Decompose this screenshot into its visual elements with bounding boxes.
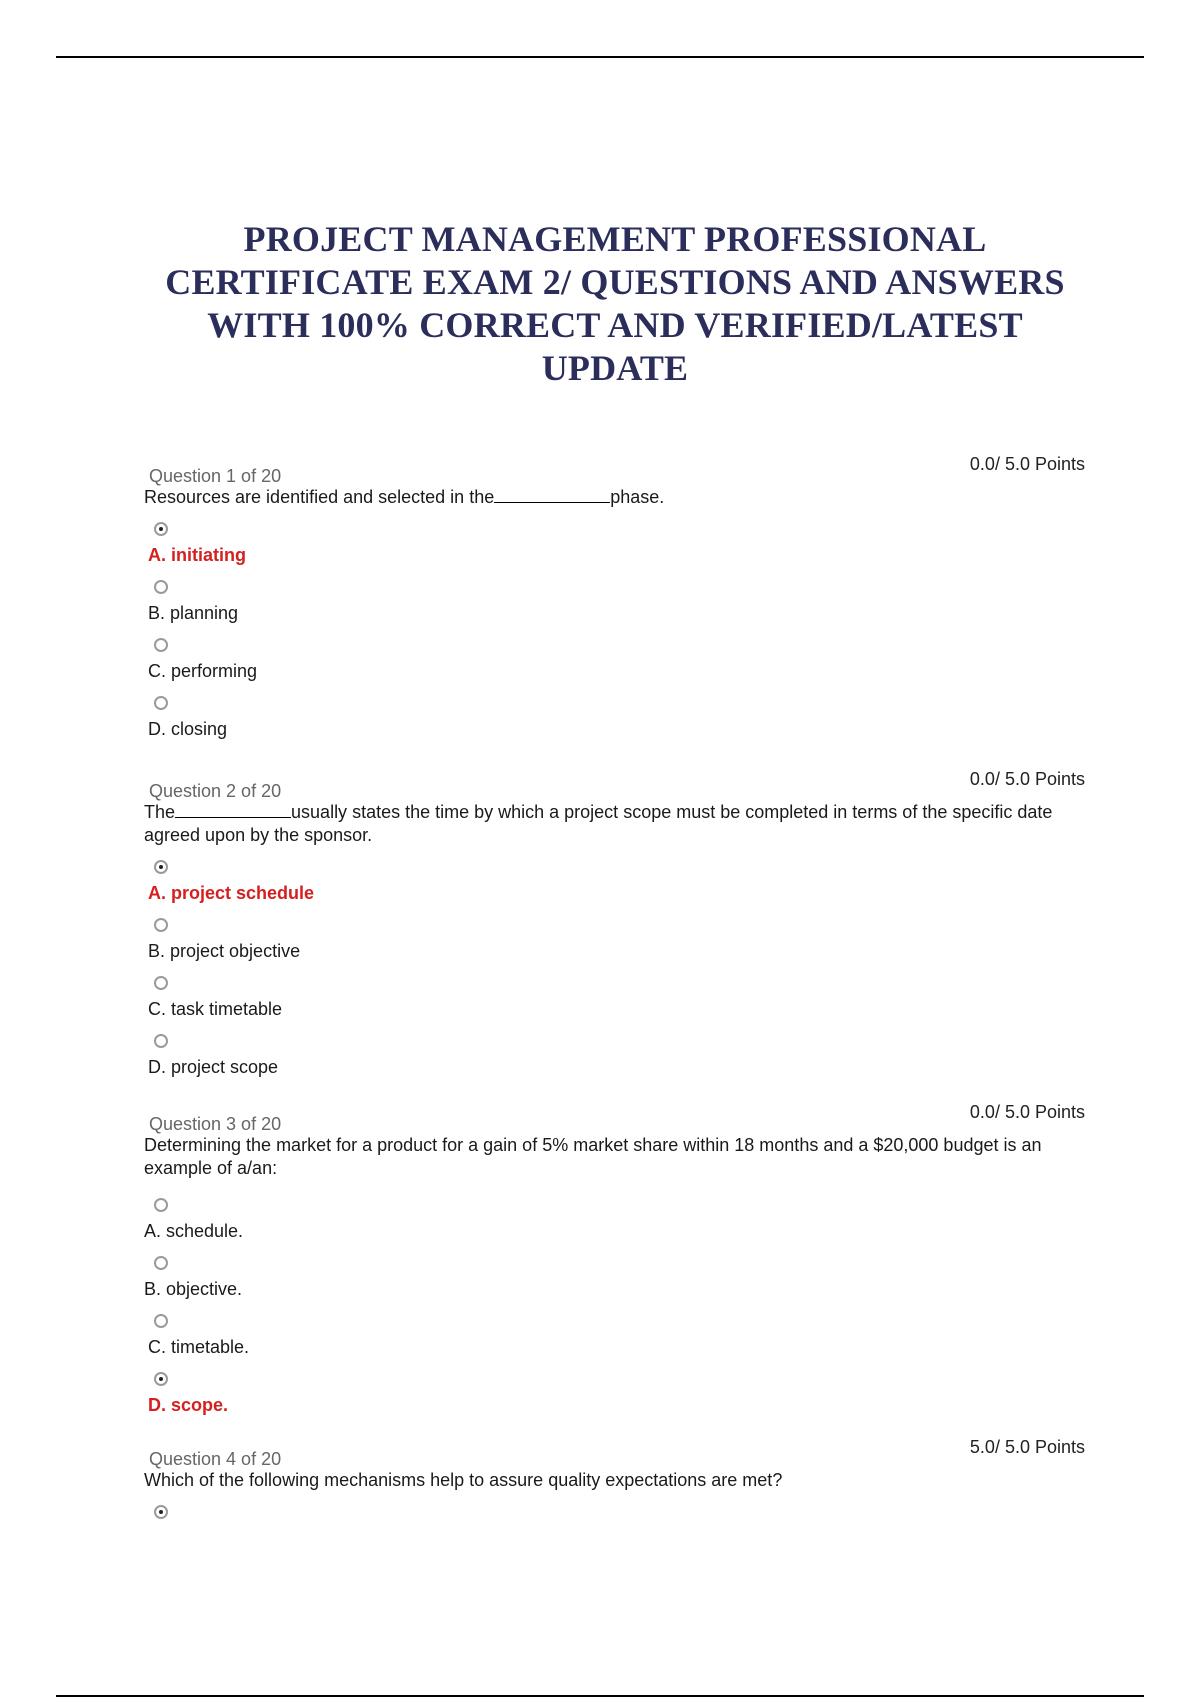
document-title xyxy=(120,218,1110,390)
question-2 xyxy=(144,769,1085,1084)
question-text xyxy=(144,486,1084,509)
option-label: C. task timetable xyxy=(148,999,283,1019)
radio-button[interactable] xyxy=(154,696,168,710)
question-text-start: The xyxy=(144,802,176,822)
question-number: Question 4 of 20 xyxy=(149,1449,282,1469)
question-text-start: Which of the following mechanisms help to assure quality expectations are met? xyxy=(144,1470,783,1490)
option-label: C. timetable. xyxy=(148,1337,250,1357)
question-points: 0.0/ 5.0 Points xyxy=(969,769,1085,789)
option-a[interactable] xyxy=(144,514,1084,572)
radio-button[interactable] xyxy=(154,1034,168,1048)
option-label: C. performing xyxy=(148,661,258,681)
option-a[interactable] xyxy=(144,852,1084,910)
title-line: UPDATE xyxy=(541,348,689,388)
radio-button-selected[interactable] xyxy=(154,1372,168,1386)
option-b[interactable] xyxy=(144,572,1084,630)
question-1 xyxy=(144,454,1085,746)
radio-button[interactable] xyxy=(154,1314,168,1328)
question-text-start: Resources are identified and selected in the xyxy=(144,487,495,507)
option-b[interactable] xyxy=(144,910,1084,968)
question-text-start: Determining the market for a product for a gain of 5% market share within 18 months and a $20,000 budget is an example of a/an: xyxy=(144,1135,1042,1178)
bottom-rule xyxy=(56,1695,1144,1697)
question-points: 0.0/ 5.0 Points xyxy=(969,454,1085,474)
option-label: A. project schedule xyxy=(148,883,315,903)
title-line: WITH 100% CORRECT AND VERIFIED/LATEST xyxy=(207,305,1023,345)
option-a[interactable] xyxy=(144,1190,1084,1248)
option-b[interactable] xyxy=(144,1248,1084,1306)
answer-blank xyxy=(494,487,610,503)
option-label: D. project scope xyxy=(148,1057,279,1077)
radio-button-selected[interactable] xyxy=(154,522,168,536)
question-text-end: usually states the time by which a project scope must be completed in terms of the specific date agreed upon by the sponsor. xyxy=(144,802,1053,845)
option-d[interactable] xyxy=(144,688,1084,746)
option-label: B. objective. xyxy=(144,1279,243,1299)
question-3 xyxy=(144,1102,1085,1422)
radio-button-selected[interactable] xyxy=(154,1505,168,1519)
question-text xyxy=(144,1469,1084,1492)
radio-button[interactable] xyxy=(154,580,168,594)
option-label: D. closing xyxy=(148,719,228,739)
question-text xyxy=(144,1134,1084,1180)
option-d[interactable] xyxy=(144,1364,1084,1422)
radio-button[interactable] xyxy=(154,1198,168,1212)
top-rule xyxy=(56,56,1144,58)
question-points: 0.0/ 5.0 Points xyxy=(969,1102,1085,1122)
question-text xyxy=(144,801,1084,847)
question-text-end: phase. xyxy=(610,487,665,507)
option-label: B. planning xyxy=(148,603,239,623)
option-label: B. project objective xyxy=(148,941,301,961)
option-label: A. schedule. xyxy=(144,1221,244,1241)
option-label: D. scope. xyxy=(148,1395,229,1415)
radio-button[interactable] xyxy=(154,1256,168,1270)
question-number: Question 1 of 20 xyxy=(149,466,282,486)
option-label: A. initiating xyxy=(148,545,246,565)
question-4 xyxy=(144,1437,1085,1555)
question-points: 5.0/ 5.0 Points xyxy=(969,1437,1085,1457)
option-c[interactable] xyxy=(144,968,1084,1026)
question-number: Question 2 of 20 xyxy=(149,781,282,801)
option-d[interactable] xyxy=(144,1026,1084,1084)
answer-blank xyxy=(175,802,291,818)
radio-button[interactable] xyxy=(154,918,168,932)
question-number: Question 3 of 20 xyxy=(149,1114,282,1134)
radio-button-selected[interactable] xyxy=(154,860,168,874)
radio-button[interactable] xyxy=(154,976,168,990)
title-line: CERTIFICATE EXAM 2/ QUESTIONS AND ANSWERS xyxy=(165,262,1065,302)
title-line: PROJECT MANAGEMENT PROFESSIONAL xyxy=(243,219,987,259)
option-c[interactable] xyxy=(144,1306,1084,1364)
option-a[interactable] xyxy=(144,1497,1084,1555)
radio-button[interactable] xyxy=(154,638,168,652)
option-c[interactable] xyxy=(144,630,1084,688)
